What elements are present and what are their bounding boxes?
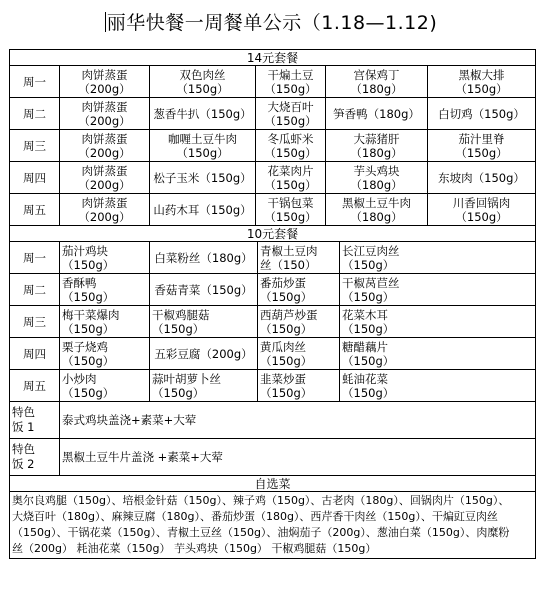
dish-name: 韭菜炒蛋 xyxy=(260,371,306,386)
special-dish: 黑椒土豆牛片盖浇 +素菜+大荤 xyxy=(60,439,536,476)
dish-cell xyxy=(60,242,150,274)
dish-name: 双色肉丝 xyxy=(179,67,226,82)
section-header-10: 10元套餐 xyxy=(10,226,536,242)
dish-weight: （180g） xyxy=(350,209,403,224)
free-items-row xyxy=(10,492,536,559)
table-row xyxy=(10,98,536,130)
dish-name: 干煸土豆 xyxy=(267,67,314,82)
dish-name: 白切鸡（150g） xyxy=(438,106,525,121)
dish-cell xyxy=(326,66,428,98)
dish-cell xyxy=(150,194,256,226)
dish-weight: （150g） xyxy=(264,177,317,192)
dish-name: 糖醋藕片 xyxy=(342,339,388,354)
section-header-free: 自选菜 xyxy=(10,476,536,492)
dish-cell xyxy=(258,274,340,306)
dish-cell xyxy=(60,370,150,402)
dish-weight: （150g） xyxy=(176,145,229,160)
dish-weight: （150g） xyxy=(62,321,115,336)
dish-name: 香菇青菜（150g） xyxy=(154,282,253,297)
dish-weight: （150g） xyxy=(455,209,508,224)
dish-name: 宫保鸡丁 xyxy=(353,67,400,82)
day-cell: 周一 xyxy=(10,242,60,274)
dish-cell xyxy=(258,242,340,274)
dish-name: 梅干菜爆肉 xyxy=(62,307,120,322)
dish-name: 蒜叶胡萝卜丝 xyxy=(152,371,221,386)
dish-weight: （150g） xyxy=(342,321,395,336)
dish-cell xyxy=(326,162,428,194)
dish-name: 长江豆肉丝 xyxy=(342,243,400,258)
menu-table xyxy=(9,49,536,559)
dish-name: 葱香牛扒（150g） xyxy=(153,106,252,121)
dish-cell xyxy=(428,98,536,130)
dish-name: 冬瓜虾米 xyxy=(267,131,314,146)
dish-cell xyxy=(256,162,326,194)
dish-weight: （180g） xyxy=(350,145,403,160)
dish-cell xyxy=(150,66,256,98)
dish-weight: （200g） xyxy=(78,113,131,128)
day-cell: 周三 xyxy=(10,130,60,162)
dish-name: 肉饼蒸蛋 xyxy=(81,99,128,114)
dish-cell xyxy=(256,66,326,98)
dish-weight: （150g） xyxy=(152,385,205,400)
dish-weight: （150g） xyxy=(62,353,115,368)
dish-name: 干椒莴苣丝 xyxy=(342,275,400,290)
dish-name: 干锅包菜 xyxy=(267,195,314,210)
menu-table-body xyxy=(10,50,536,559)
section-header-row xyxy=(10,226,536,242)
dish-name: 黑椒土豆牛肉 xyxy=(342,195,411,210)
dish-weight: 丝（150） xyxy=(260,257,317,272)
dish-weight: （150g） xyxy=(260,353,313,368)
day-cell: 周五 xyxy=(10,194,60,226)
dish-weight: （150g） xyxy=(342,385,395,400)
dish-cell xyxy=(60,98,150,130)
dish-name: 肉饼蒸蛋 xyxy=(81,195,128,210)
text-cursor xyxy=(105,12,106,32)
dish-weight: （150g） xyxy=(152,321,205,336)
day-cell: 周一 xyxy=(10,66,60,98)
dish-weight: （150g） xyxy=(176,81,229,96)
dish-cell xyxy=(60,194,150,226)
dish-cell xyxy=(150,130,256,162)
day-cell: 周三 xyxy=(10,306,60,338)
table-row xyxy=(10,130,536,162)
dish-cell xyxy=(60,306,150,338)
dish-cell xyxy=(340,242,536,274)
dish-name: 芋头鸡块 xyxy=(353,163,400,178)
dish-cell xyxy=(150,306,258,338)
dish-name: 黑椒大排 xyxy=(458,67,505,82)
dish-name: 笋香鸭（180g） xyxy=(333,106,420,121)
dish-cell xyxy=(60,66,150,98)
dish-cell xyxy=(150,370,258,402)
free-items-cell xyxy=(10,492,536,559)
dish-name: 五彩豆腐（200g） xyxy=(154,346,253,361)
dish-name: 松子玉米（150g） xyxy=(153,170,252,185)
table-row xyxy=(10,306,536,338)
dish-cell xyxy=(258,338,340,370)
dish-cell xyxy=(326,98,428,130)
dish-name: 茄汁鸡块 xyxy=(62,243,108,258)
dish-weight: （180g） xyxy=(350,177,403,192)
dish-name: 蚝油花菜 xyxy=(342,371,388,386)
day-cell: 周四 xyxy=(10,162,60,194)
day-cell: 周四 xyxy=(10,338,60,370)
dish-name: 白菜粉丝（180g） xyxy=(154,250,253,265)
table-row xyxy=(10,274,536,306)
dish-weight: （150g） xyxy=(62,257,115,272)
dish-cell xyxy=(60,338,150,370)
dish-name: 山药木耳（150g） xyxy=(153,202,252,217)
dish-cell xyxy=(60,130,150,162)
special-label-line1: 特色 xyxy=(12,405,35,419)
dish-name: 大烧百叶 xyxy=(267,99,314,114)
table-row xyxy=(10,66,536,98)
dish-cell xyxy=(428,162,536,194)
dish-weight: （150g） xyxy=(455,81,508,96)
dish-cell xyxy=(60,274,150,306)
dish-cell xyxy=(428,194,536,226)
special-row xyxy=(10,439,536,476)
day-cell: 周二 xyxy=(10,274,60,306)
dish-cell xyxy=(150,162,256,194)
dish-name: 肉饼蒸蛋 xyxy=(81,163,128,178)
day-cell: 周五 xyxy=(10,370,60,402)
dish-weight: （150g） xyxy=(455,145,508,160)
table-row xyxy=(10,338,536,370)
dish-weight: （150g） xyxy=(264,81,317,96)
dish-name: 川香回锅肉 xyxy=(452,195,511,210)
dish-cell xyxy=(150,242,258,274)
table-row xyxy=(10,162,536,194)
free-items-line: 丝（200g） 耗油花菜（150g） 芋头鸡块（150g） 干椒鸡腿菇（150g） xyxy=(12,542,377,555)
dish-name: 咖喱土豆牛肉 xyxy=(168,131,237,146)
free-items-line: （150g）、干锅花菜（150g）、青椒土豆丝（150g）、油焖茄子（200g）、葱油白菜（150g）、肉糜粉 xyxy=(12,526,510,539)
dish-weight: （180g） xyxy=(350,81,403,96)
dish-cell xyxy=(428,130,536,162)
dish-name: 青椒土豆肉 xyxy=(260,243,318,258)
dish-weight: （150g） xyxy=(260,321,313,336)
dish-cell xyxy=(326,194,428,226)
dish-weight: （150g） xyxy=(342,257,395,272)
dish-name: 大蒜猪肝 xyxy=(353,131,400,146)
dish-name: 番茄炒蛋 xyxy=(260,275,306,290)
special-label-line2: 饭 1 xyxy=(12,420,35,434)
dish-name: 栗子烧鸡 xyxy=(62,339,108,354)
special-label xyxy=(10,402,60,439)
dish-weight: （150g） xyxy=(260,385,313,400)
dish-name: 肉饼蒸蛋 xyxy=(81,67,128,82)
section-header-row xyxy=(10,50,536,66)
dish-cell xyxy=(340,306,536,338)
section-header-14: 14元套餐 xyxy=(10,50,536,66)
dish-cell xyxy=(340,274,536,306)
dish-cell xyxy=(256,130,326,162)
dish-cell xyxy=(258,370,340,402)
table-row xyxy=(10,242,536,274)
day-cell: 周二 xyxy=(10,98,60,130)
dish-name: 干椒鸡腿菇 xyxy=(152,307,210,322)
dish-name: 肉饼蒸蛋 xyxy=(81,131,128,146)
dish-weight: （150g） xyxy=(62,289,115,304)
page-title xyxy=(0,8,542,35)
dish-cell xyxy=(258,306,340,338)
dish-cell xyxy=(60,162,150,194)
free-items-line: 奥尔良鸡腿（150g）、培根金针菇（150g）、辣子鸡（150g）、古老肉（180g）、回锅肉片（150g）、 xyxy=(12,494,510,507)
dish-cell xyxy=(150,98,256,130)
dish-weight: （150g） xyxy=(342,289,395,304)
title-text: 丽华快餐一周餐单公示（1.18—1.12) xyxy=(106,12,438,34)
dish-cell xyxy=(150,274,258,306)
dish-cell xyxy=(428,66,536,98)
dish-weight: （200g） xyxy=(78,177,131,192)
dish-weight: （150g） xyxy=(264,113,317,128)
dish-name: 黄瓜肉丝 xyxy=(260,339,306,354)
dish-cell xyxy=(326,130,428,162)
dish-name: 东坡肉（150g） xyxy=(438,170,525,185)
free-items-line: 大烧百叶（180g）、麻辣豆腐（180g）、番茄炒蛋（180g）、西芹香干肉丝（150g）、干煸豇豆肉丝 xyxy=(12,510,498,523)
dish-weight: （150g） xyxy=(264,209,317,224)
dish-name: 花菜肉片 xyxy=(267,163,314,178)
dish-weight: （200g） xyxy=(78,209,131,224)
table-row xyxy=(10,194,536,226)
dish-weight: （150g） xyxy=(62,385,115,400)
dish-cell xyxy=(256,194,326,226)
dish-cell xyxy=(340,338,536,370)
dish-cell xyxy=(150,338,258,370)
special-label xyxy=(10,439,60,476)
dish-name: 小炒肉 xyxy=(62,371,97,386)
dish-name: 西葫芦炒蛋 xyxy=(260,307,318,322)
dish-name: 茄汁里脊 xyxy=(458,131,505,146)
dish-cell xyxy=(340,370,536,402)
dish-weight: （200g） xyxy=(78,145,131,160)
dish-name: 花菜木耳 xyxy=(342,307,388,322)
dish-name: 香酥鸭 xyxy=(62,275,97,290)
special-label-line2: 饭 2 xyxy=(12,457,35,471)
table-row xyxy=(10,370,536,402)
dish-weight: （200g） xyxy=(78,81,131,96)
dish-weight: （150g） xyxy=(260,289,313,304)
special-row xyxy=(10,402,536,439)
special-label-line1: 特色 xyxy=(12,442,35,456)
dish-weight: （150g） xyxy=(342,353,395,368)
dish-cell xyxy=(256,98,326,130)
dish-weight: （150g） xyxy=(264,145,317,160)
special-dish: 泰式鸡块盖浇+素菜+大荤 xyxy=(60,402,536,439)
section-header-row xyxy=(10,476,536,492)
